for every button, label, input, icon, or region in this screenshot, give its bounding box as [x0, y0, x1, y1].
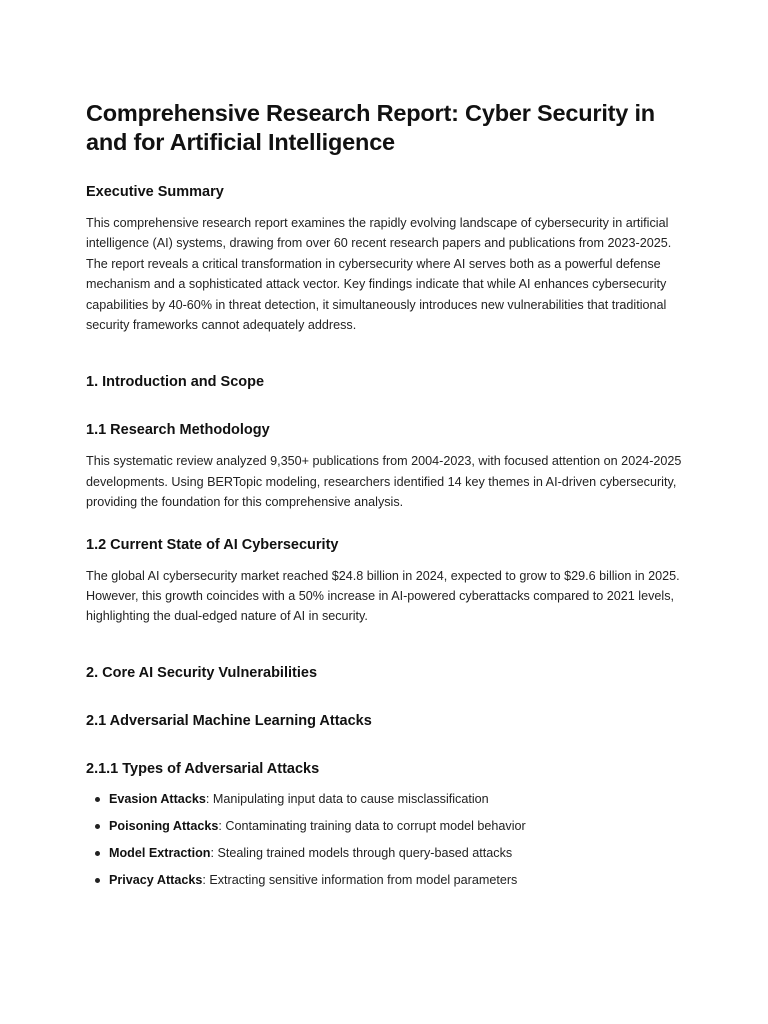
list-item: [86, 871, 688, 889]
adversarial-attack-list: [86, 790, 688, 889]
section-1-1-heading: 1.1 Research Methodology: [86, 422, 270, 439]
list-item-description: : Contaminating training data to corrupt model behavior: [218, 818, 526, 833]
executive-summary-heading: Executive Summary: [86, 184, 224, 200]
list-item-term: Poisoning Attacks: [109, 818, 219, 833]
section-1-2-heading: 1.2 Current State of AI Cybersecurity: [86, 536, 339, 553]
section-1-heading: 1. Introduction and Scope: [86, 374, 265, 391]
bullet-icon: [95, 797, 100, 802]
list-item: [86, 844, 688, 862]
section-2-heading: 2. Core AI Security Vulnerabilities: [86, 664, 318, 681]
section-1-2-body: The global AI cybersecurity market reached $24.8 billion in 2024, expected to grow to $29.6 billion in 2025. However, this growth coincides with a 50% increase in AI-powered cyberattacks compared to 2021 levels, highlighting the dual-edged nature of AI in security.: [86, 568, 680, 624]
list-item-term: Privacy Attacks: [109, 872, 203, 887]
section-2-1-heading: 2.1 Adversarial Machine Learning Attacks: [86, 712, 372, 729]
list-item: [86, 790, 688, 808]
list-item-description: : Stealing trained models through query-based attacks: [210, 845, 513, 860]
document-title: Comprehensive Research Report: Cyber Security in and for Artificial Intelligence: [86, 100, 655, 155]
executive-summary-body: This comprehensive research report examines the rapidly evolving landscape of cybersecurity in artificial intelligence (AI) systems, drawing from over 60 recent research papers and publications from 2023-2025. The report reveals a critical transformation in cybersecurity where AI serves both as a powerful defense mechanism and a sophisticated attack vector. Key findings indicate that while AI enhances cybersecurity capabilities by 40-60% in threat detection, it simultaneously introduces new vulnerabilities that traditional security frameworks cannot adequately address.: [86, 216, 672, 333]
list-item-term: Model Extraction: [109, 845, 211, 860]
list-item-term: Evasion Attacks: [109, 791, 206, 806]
bullet-icon: [95, 851, 100, 856]
section-1-1-body: This systematic review analyzed 9,350+ publications from 2004-2023, with focused attention on 2024-2025 developments. Using BERTopic modeling, researchers identified 14 key themes in AI-driven cybersecurity, providing the foundation for this comprehensive analysis.: [86, 454, 682, 510]
list-item: [86, 817, 688, 835]
bullet-icon: [95, 878, 100, 883]
bullet-icon: [95, 824, 100, 829]
section-2-1-1-heading: 2.1.1 Types of Adversarial Attacks: [86, 760, 320, 777]
list-item-description: : Extracting sensitive information from model parameters: [202, 872, 518, 887]
list-item-description: : Manipulating input data to cause misclassification: [205, 791, 489, 806]
